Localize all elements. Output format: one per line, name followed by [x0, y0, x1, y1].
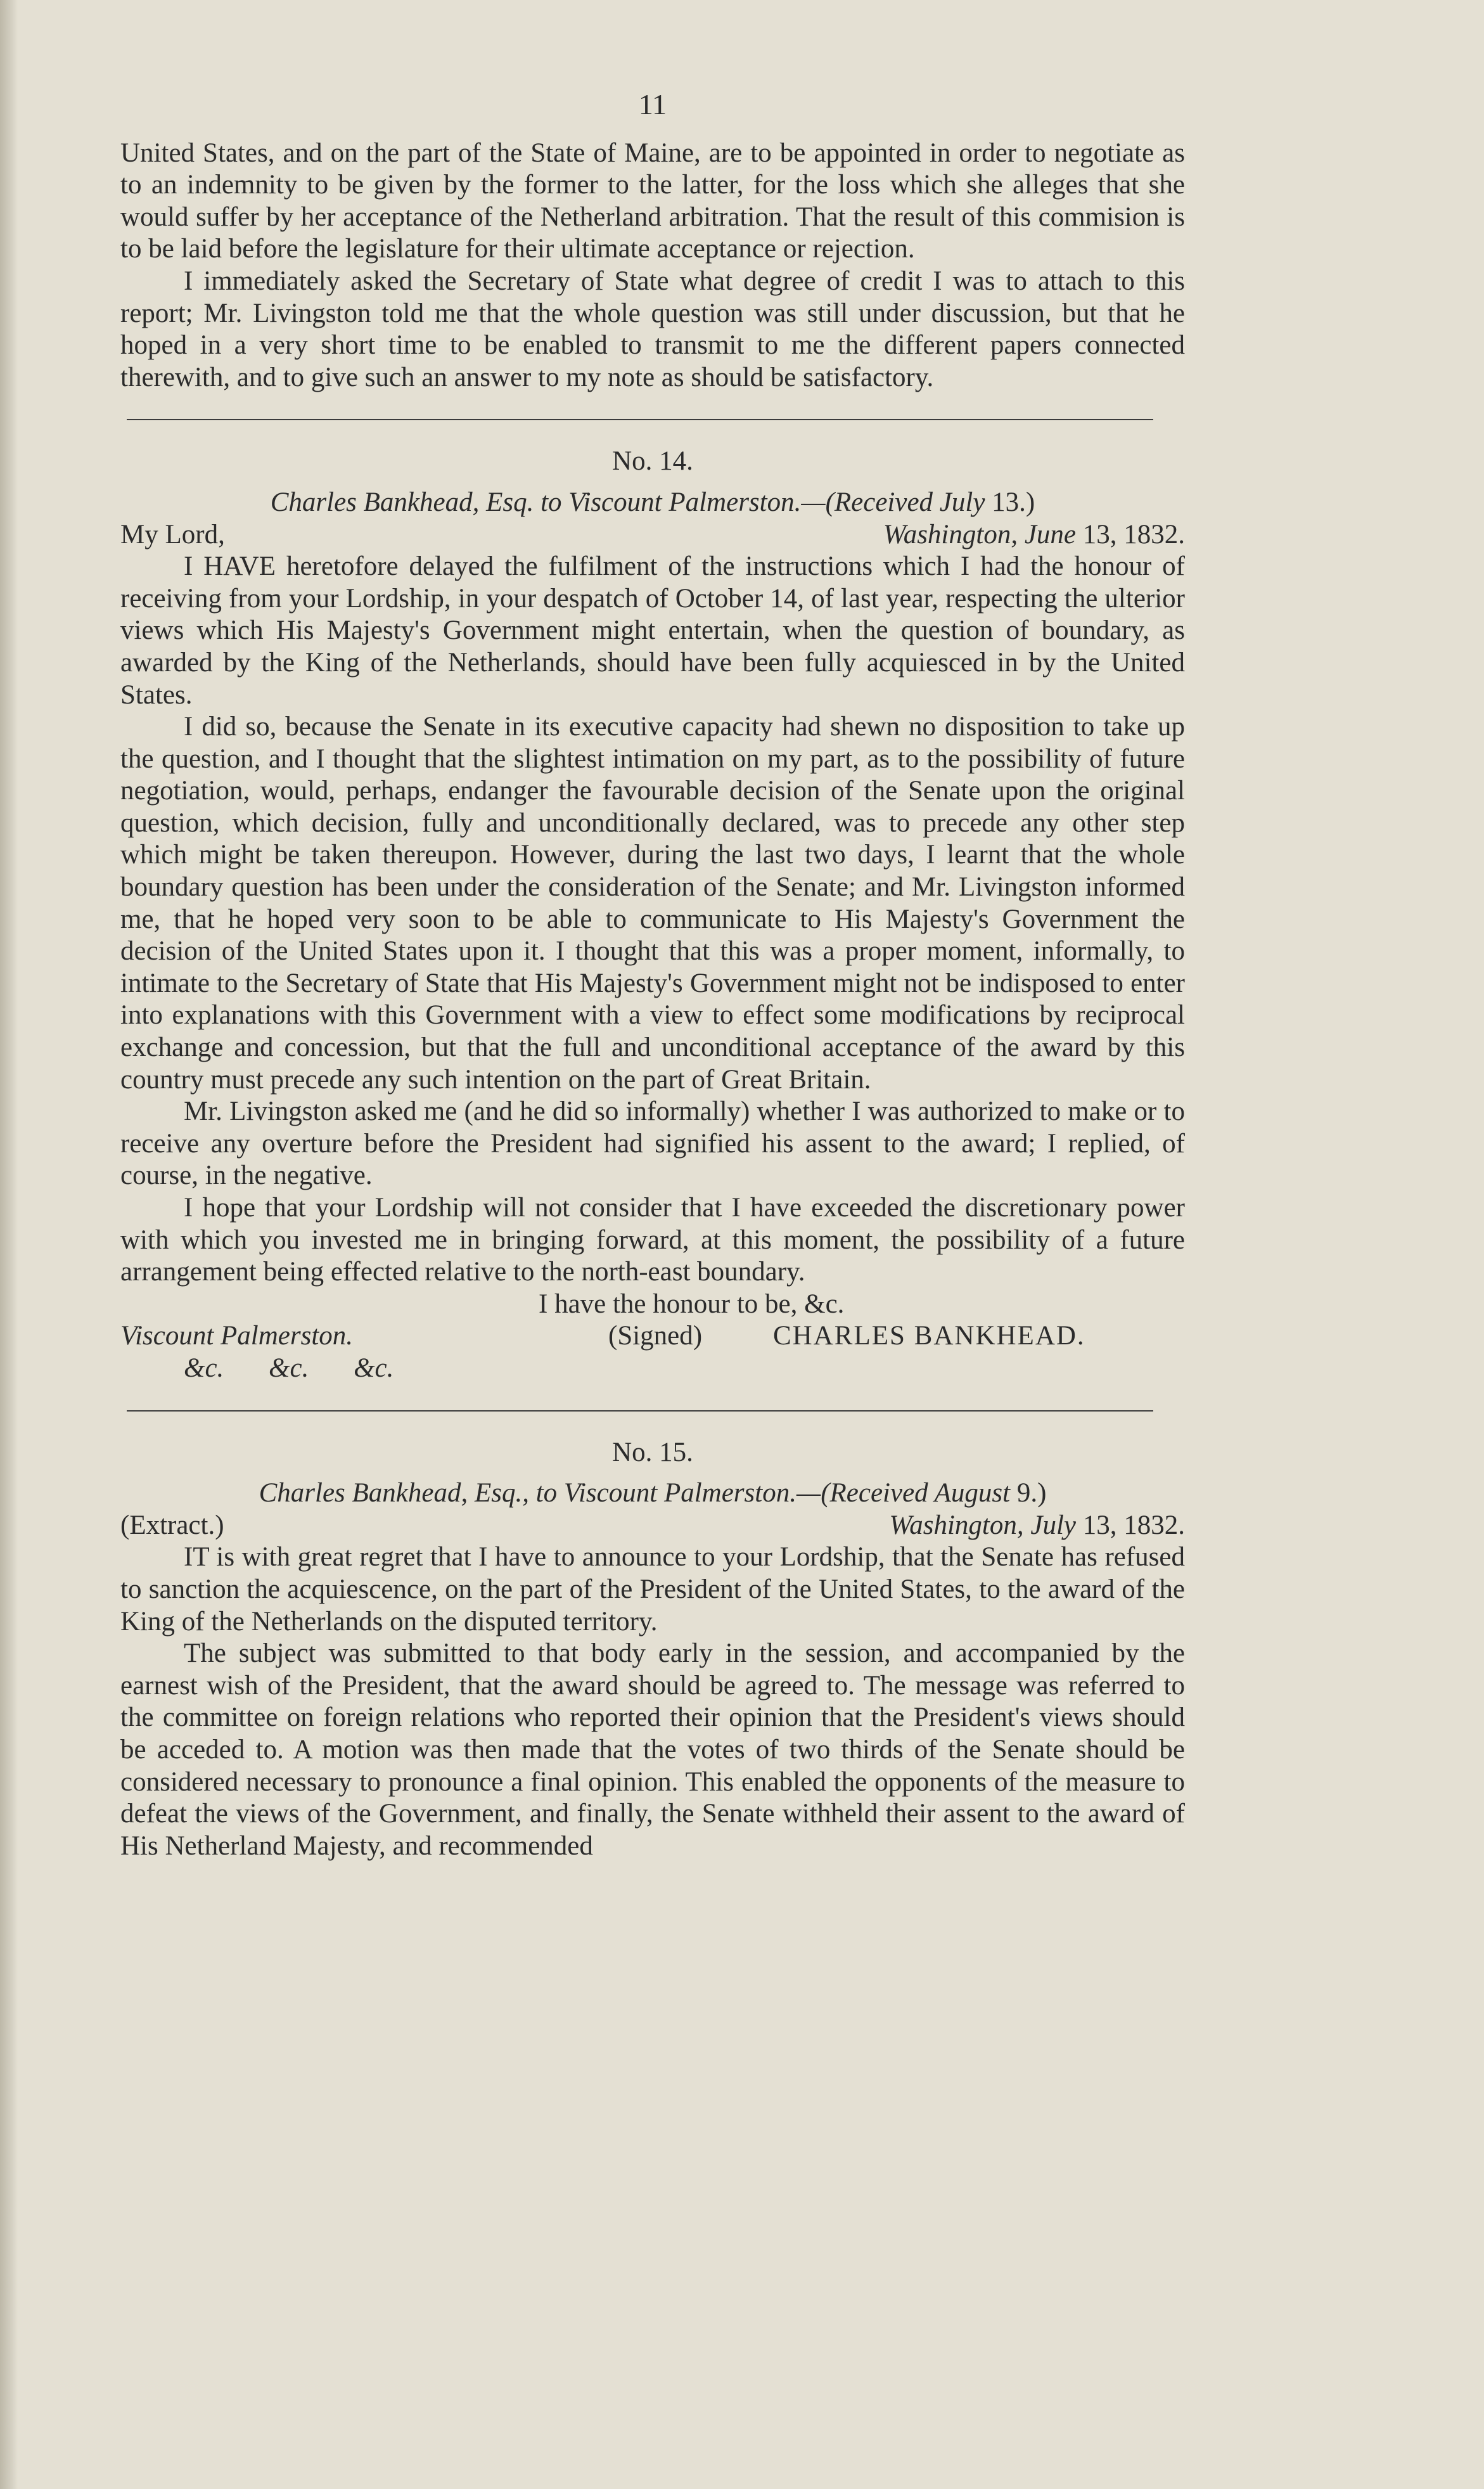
document-number: No. 14. [612, 446, 693, 477]
signature-row [120, 1320, 1185, 1353]
letter-paragraph: I hope that your Lordship will not consider that I have exceeded the discretionary power with which you invested me in bringing forward, at this moment, the possibility of a future arrangement being effected relative to the north-east boundary. [120, 1193, 1185, 1287]
letter-heading [120, 1477, 1185, 1510]
heading-received: Received July [834, 487, 985, 517]
letter-heading [120, 487, 1185, 519]
place-date-year: 13, 1832. [1076, 1510, 1185, 1540]
continuation-paragraph: I immediately asked the Secretary of State what degree of credit I was to attach to this report; Mr. Livingston told me that the whole question was still under discussion, but that he hoped in a very short time to be enabled to transmit to me the different papers connected therewith, and to give such an answer to my note as should be satisfactory. [120, 266, 1185, 392]
heading-sender-recipient: Charles Bankhead, Esq., to Viscount Palmerston.—( [259, 1478, 830, 1508]
document-page [120, 89, 1185, 1862]
letter-paragraph: Mr. Livingston asked me (and he did so informally) whether I was authorized to make or to receive any overture before the President had signified his assent to the award; I replied, of course, in the negative. [120, 1097, 1185, 1191]
page-binding-shadow [0, 0, 18, 2489]
salutation-row [120, 519, 1185, 551]
place-date-prefix: Washington, July [889, 1510, 1076, 1540]
addressee: Viscount Palmerston. [120, 1321, 354, 1351]
letter-paragraph: I HAVE heretofore delayed the fulfilment of the instructions which I had the honour of receiving from your Lordship, in your despatch of October 14, of last year, respecting the ulterior views which His Majesty's Government might entertain, when the question of boundary, as awarded by the King of the Netherlands, should have been fully acquiesced in by the United States. [120, 551, 1185, 710]
heading-received: Received August [829, 1478, 1011, 1508]
signed-label: (Signed) [608, 1321, 703, 1351]
letter-no-14 [120, 446, 1185, 1384]
salutation: My Lord, [120, 519, 225, 550]
letter-paragraph: I did so, because the Senate in its executive capacity had shewn no disposition to take up the question, and I thought that the slightest intimation on my part, as to the possibility of future negotiation, would, perhaps, endanger the favourable decision of the Senate upon the original question, which decision, fully and unconditionally declared, was to precede any other step which might be taken thereupon. However, during the last two days, I learnt that the whole boundary question has been under the consideration of the Senate; and Mr. Livingston informed me, that he hoped very soon to be able to communicate to His Majesty's Government the decision of the United States upon it. I thought that this was a proper moment, informally, to intimate to the Secretary of State that His Majesty's Government might not be indisposed to enter into explanations with this Government with a view to effect some modifications by reciprocal exchange and concession, but that the full and unconditional acceptance of the award by this country must precede any such intention on the part of Great Britain. [120, 712, 1185, 1095]
place-date [889, 1510, 1185, 1542]
letter-paragraph: IT is with great regret that I have to announce to your Lordship, that the Senate has refused to sanction the acquiescence, on the part of the President of the United States, to the award of the King of the Netherlands on the disputed territory. [120, 1542, 1185, 1637]
letter-no-15 [120, 1437, 1185, 1863]
place-date-year: 13, 1832. [1076, 519, 1185, 550]
extract-row [120, 1510, 1185, 1542]
extract-label: (Extract.) [120, 1510, 224, 1540]
etc-line: &c. &c. &c. [184, 1353, 394, 1383]
section-divider [127, 419, 1153, 420]
place-date [883, 519, 1185, 551]
heading-sender-recipient: Charles Bankhead, Esq. to Viscount Palmerston.—( [270, 487, 835, 517]
place-date-prefix: Washington, June [883, 519, 1076, 550]
letter-paragraph: The subject was submitted to that body early in the session, and accompanied by the earnest wish of the President, that the award should be agreed to. The message was referred to the committee on foreign relations who reported their opinion that the President's views should be acceded to. A motion was then made that the votes of two thirds of the Senate should be considered necessary to pronounce a final opinion. This enabled the opponents of the measure to defeat the views of the Government, and finally, the Senate withheld their assent to the award of His Netherland Majesty, and recommended [120, 1638, 1185, 1861]
page-number: 11 [638, 88, 667, 120]
closing-line: I have the honour to be, &c. [539, 1289, 845, 1319]
signature-name: CHARLES BANKHEAD. [773, 1321, 1085, 1351]
continuation-paragraph: United States, and on the part of the State of Maine, are to be appointed in order to negotiate as to an indemnity to be given by the former to the latter, for the loss which she alleges that she would suffer by her acceptance of the Netherland arbitration. That the result of this commision is to be laid before the legislature for their ultimate acceptance or rejection. [120, 138, 1185, 264]
document-number: No. 15. [612, 1437, 693, 1467]
heading-received-date: 9.) [1010, 1478, 1047, 1508]
heading-received-date: 13.) [985, 487, 1035, 517]
section-divider [127, 1410, 1153, 1412]
